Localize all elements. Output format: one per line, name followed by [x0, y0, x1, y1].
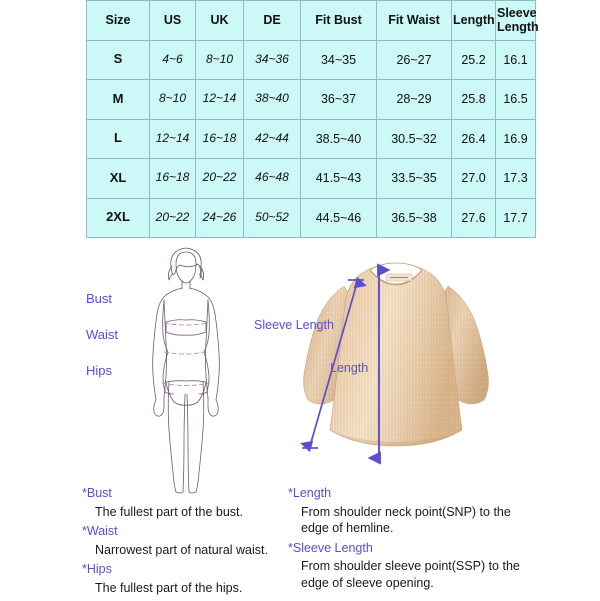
column-header-length: Length: [452, 1, 496, 41]
cell-size: 2XL: [87, 198, 150, 238]
diagram-section: [0, 236, 600, 486]
cell-us: 20~22: [150, 198, 196, 238]
cell-sleeve-length: 16.5: [496, 80, 536, 120]
cell-sleeve-length: 17.7: [496, 198, 536, 238]
cell-de: 34~36: [244, 40, 301, 80]
legend-column-body: [82, 487, 297, 601]
cell-uk: 8~10: [196, 40, 244, 80]
legend-column-garment: [288, 487, 538, 596]
body-label-waist: Waist: [86, 327, 119, 342]
column-header-fit-waist: Fit Waist: [377, 1, 452, 41]
cell-fit-waist: 30.5~32: [377, 119, 452, 159]
cell-uk: 24~26: [196, 198, 244, 238]
cell-fit-waist: 26~27: [377, 40, 452, 80]
column-header-fit-bust: Fit Bust: [301, 1, 377, 41]
cell-fit-bust: 44.5~46: [301, 198, 377, 238]
table-header-row: [87, 1, 536, 41]
table-row: [87, 159, 536, 199]
body-measurement-labels: [86, 292, 146, 400]
column-header-uk: UK: [196, 1, 244, 41]
table-row: [87, 198, 536, 238]
cell-us: 12~14: [150, 119, 196, 159]
garment-label-length: Length: [330, 361, 369, 375]
legend-desc-length: From shoulder neck point(SNP) to the edge of hemline.: [301, 504, 511, 535]
bust-measure-line: [164, 323, 208, 325]
column-header-size: Size: [87, 1, 150, 41]
body-label-bust: Bust: [86, 291, 113, 306]
waist-measure-line: [164, 352, 204, 354]
cell-size: M: [87, 80, 150, 120]
cell-size: XL: [87, 159, 150, 199]
cell-sleeve-length: 16.9: [496, 119, 536, 159]
cell-length: 25.8: [452, 80, 496, 120]
garment-measurement-arrows: [260, 236, 520, 486]
legend-term-bust: *Bust: [82, 486, 112, 500]
legend-desc-waist: Narrowest part of natural waist.: [95, 542, 268, 557]
measurement-legend: [0, 487, 600, 600]
legend-term-waist: *Waist: [82, 524, 118, 538]
cell-fit-waist: 28~29: [377, 80, 452, 120]
cell-fit-bust: 41.5~43: [301, 159, 377, 199]
cell-us: 8~10: [150, 80, 196, 120]
cell-fit-bust: 34~35: [301, 40, 377, 80]
table-row: [87, 40, 536, 80]
cell-size: S: [87, 40, 150, 80]
cell-length: 27.0: [452, 159, 496, 199]
cell-uk: 12~14: [196, 80, 244, 120]
table-row: [87, 119, 536, 159]
body-figure-illustration: [140, 242, 232, 494]
cell-fit-bust: 38.5~40: [301, 119, 377, 159]
cell-sleeve-length: 16.1: [496, 40, 536, 80]
column-header-sleeve-length: Sleeve Length: [496, 1, 536, 41]
cell-uk: 20~22: [196, 159, 244, 199]
size-chart-table: [86, 0, 539, 238]
cell-sleeve-length: 17.3: [496, 159, 536, 199]
legend-term-hips: *Hips: [82, 562, 112, 576]
column-header-de: DE: [244, 1, 301, 41]
cell-length: 27.6: [452, 198, 496, 238]
cell-de: 46~48: [244, 159, 301, 199]
body-label-hips: Hips: [86, 363, 113, 378]
cell-de: 38~40: [244, 80, 301, 120]
cell-de: 50~52: [244, 198, 301, 238]
cell-us: 4~6: [150, 40, 196, 80]
legend-term-sleeve-length: *Sleeve Length: [288, 540, 373, 555]
legend-desc-hips: The fullest part of the hips.: [95, 580, 243, 595]
legend-desc-sleeve-length: From shoulder sleeve point(SSP) to the edge of sleeve opening.: [301, 559, 520, 590]
cell-length: 26.4: [452, 119, 496, 159]
garment-label-sleeve-length: Sleeve Length: [254, 318, 334, 332]
cell-fit-bust: 36~37: [301, 80, 377, 120]
cell-fit-waist: 33.5~35: [377, 159, 452, 199]
column-header-us: US: [150, 1, 196, 41]
cell-uk: 16~18: [196, 119, 244, 159]
legend-desc-bust: The fullest part of the bust.: [95, 504, 243, 519]
cell-de: 42~44: [244, 119, 301, 159]
cell-length: 25.2: [452, 40, 496, 80]
cell-us: 16~18: [150, 159, 196, 199]
legend-term-length: *Length: [288, 486, 332, 500]
cell-fit-waist: 36.5~38: [377, 198, 452, 238]
cell-size: L: [87, 119, 150, 159]
table-row: [87, 80, 536, 120]
